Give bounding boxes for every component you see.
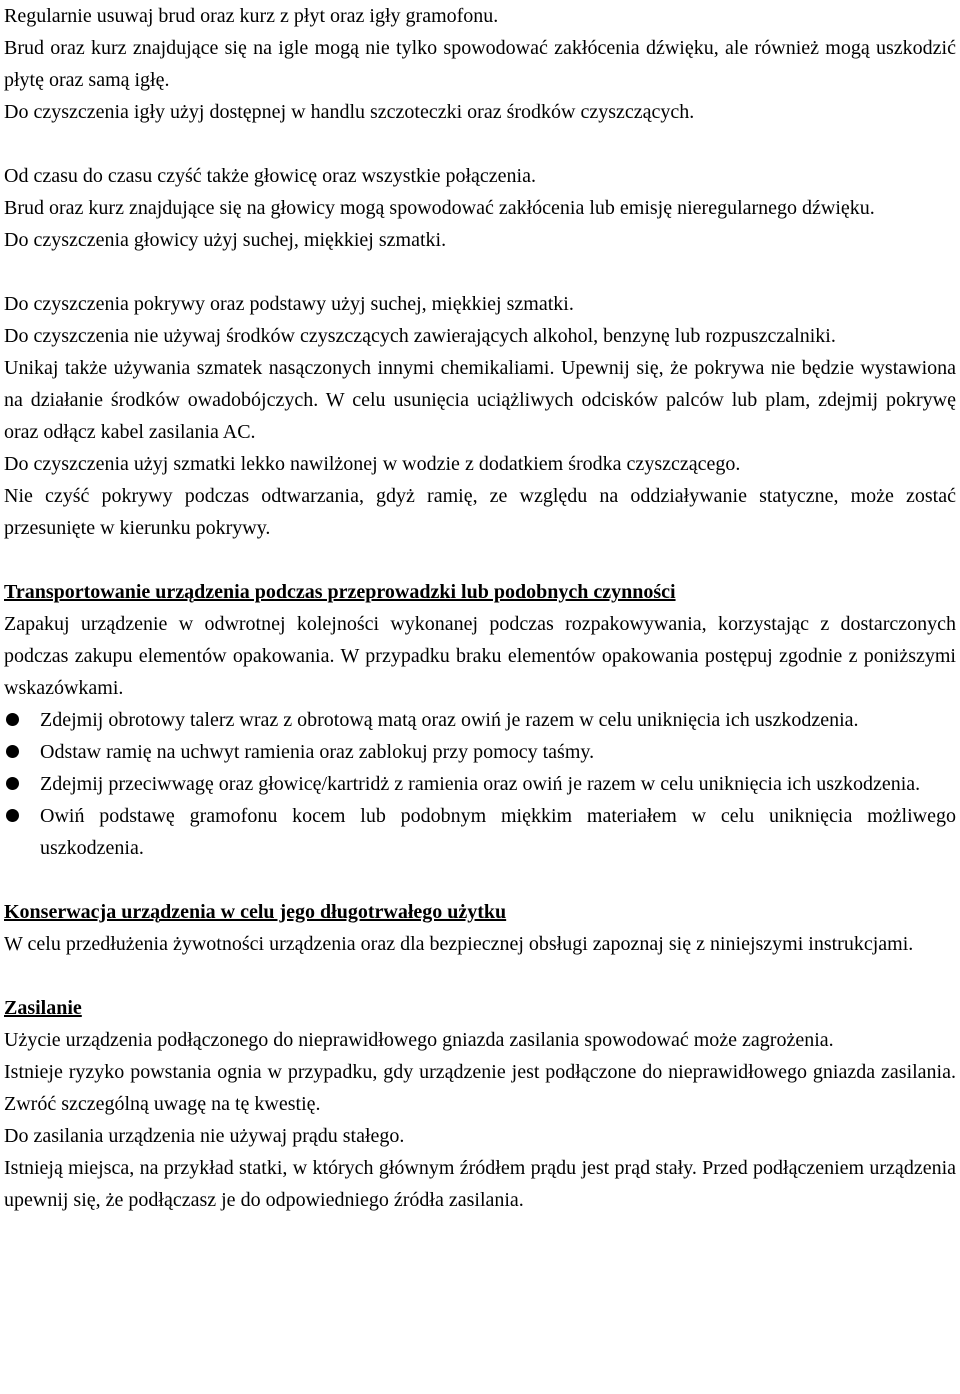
list-item — [4, 800, 956, 864]
list-item — [4, 736, 956, 768]
transport-section — [4, 576, 956, 864]
head-cleaning-section — [4, 160, 956, 256]
bullet-icon — [6, 777, 19, 790]
paragraph: Od czasu do czasu czyść także głowicę oraz wszystkie połączenia. — [4, 165, 536, 187]
paragraph: Do czyszczenia nie używaj środków czyszczących zawierających alkohol, benzynę lub rozpuszczalniki. — [4, 325, 836, 347]
list-item — [4, 704, 956, 736]
bullet-icon — [6, 745, 19, 758]
spacer — [4, 864, 956, 896]
spacer — [4, 544, 956, 576]
paragraph: Nie czyść pokrywy podczas odtwarzania, gdyż ramię, ze względu na oddziaływanie statyczne, może zostać przesunięte w kierunku pokrywy. — [4, 485, 956, 539]
spacer — [4, 960, 956, 992]
paragraph: Do czyszczenia głowicy użyj suchej, miękkiej szmatki. — [4, 229, 447, 251]
power-section — [4, 992, 956, 1216]
list-item-text: Zdejmij obrotowy talerz wraz z obrotową matą oraz owiń je razem w celu uniknięcia ich uszkodzenia. — [40, 709, 859, 731]
paragraph: Brud oraz kurz znajdujące się na głowicy mogą spowodować zakłócenia lub emisję nieregularnego dźwięku. — [4, 197, 875, 219]
paragraph: Brud oraz kurz znajdujące się na igle mogą nie tylko spowodować zakłócenia dźwięku, ale również mogą uszkodzić płytę oraz samą igłę. — [4, 37, 956, 91]
list-item-text: Owiń podstawę gramofonu kocem lub podobnym miękkim materiałem w celu uniknięcia możliwego uszkodzenia. — [40, 805, 956, 859]
section-heading: Transportowanie urządzenia podczas przeprowadzki lub podobnych czynności — [4, 581, 676, 603]
paragraph: Użycie urządzenia podłączonego do nieprawidłowego gniazda zasilania spowodować może zagrożenia. — [4, 1029, 834, 1051]
paragraph: Zapakuj urządzenie w odwrotnej kolejności wykonanej podczas rozpakowywania, korzystając z dostarczonych podczas zakupu elementów opakowania. W przypadku braku elementów opakowania postępuj zgodnie z poniższymi wskazówkami. — [4, 613, 956, 699]
section-heading: Zasilanie — [4, 997, 82, 1019]
spacer — [4, 256, 956, 288]
paragraph: Istnieją miejsca, na przykład statki, w których głównym źródłem prądu jest prąd stały. Przed podłączeniem urządzenia upewnij się, że podłączasz je do odpowiedniego źródła zasilania. — [4, 1157, 956, 1211]
paragraph: Istnieje ryzyko powstania ognia w przypadku, gdy urządzenie jest podłączone do nieprawidłowego gniazda zasilania. Zwróć szczególną uwagę na tę kwestię. — [4, 1061, 956, 1115]
paragraph: Do czyszczenia pokrywy oraz podstawy użyj suchej, miękkiej szmatki. — [4, 293, 574, 315]
bullet-icon — [6, 809, 19, 822]
paragraph: Regularnie usuwaj brud oraz kurz z płyt oraz igły gramofonu. — [4, 5, 499, 27]
paragraph: Unikaj także używania szmatek nasączonych innymi chemikaliami. Upewnij się, że pokrywa nie będzie wystawiona na działanie środków owadobójczych. W celu usunięcia uciążliwych odcisków palców lub plam, zdejmij pokrywę oraz odłącz kabel zasilania AC. — [4, 357, 956, 443]
section-heading: Konserwacja urządzenia w celu jego długotrwałego użytku — [4, 901, 507, 923]
paragraph: Do czyszczenia igły użyj dostępnej w handlu szczoteczki oraz środków czyszczących. — [4, 101, 695, 123]
cover-cleaning-section — [4, 288, 956, 544]
paragraph: Do zasilania urządzenia nie używaj prądu stałego. — [4, 1125, 405, 1147]
spacer — [4, 128, 956, 160]
list-item — [4, 768, 956, 800]
needle-cleaning-section — [4, 0, 956, 128]
conservation-section — [4, 896, 956, 960]
bullet-icon — [6, 713, 19, 726]
paragraph: Do czyszczenia użyj szmatki lekko nawilżonej w wodzie z dodatkiem środka czyszczącego. — [4, 453, 741, 475]
bullet-list — [4, 704, 956, 864]
paragraph: W celu przedłużenia żywotności urządzenia oraz dla bezpiecznej obsługi zapoznaj się z niniejszymi instrukcjami. — [4, 933, 914, 955]
list-item-text: Zdejmij przeciwwagę oraz głowicę/kartridż z ramienia oraz owiń je razem w celu uniknięcia ich uszkodzenia. — [40, 773, 921, 795]
list-item-text: Odstaw ramię na uchwyt ramienia oraz zablokuj przy pomocy taśmy. — [40, 741, 595, 763]
